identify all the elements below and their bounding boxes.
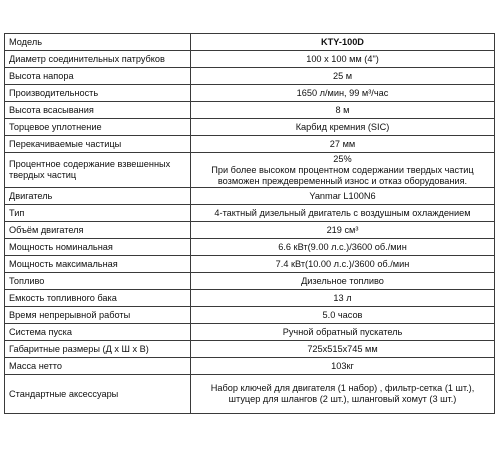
spec-value: 8 м <box>191 102 495 119</box>
table-row <box>5 205 495 222</box>
spec-value: 7.4 кВт(10.00 л.с.)/3600 об./мин <box>191 256 495 273</box>
spec-label: Высота всасывания <box>5 102 191 119</box>
spec-value: KTY-100D <box>191 34 495 51</box>
spec-value: 27 мм <box>191 136 495 153</box>
table-row <box>5 341 495 358</box>
spec-label: Мощность максимальная <box>5 256 191 273</box>
table-row <box>5 307 495 324</box>
spec-value-cell <box>191 153 495 188</box>
spec-value: 725х515х745 мм <box>191 341 495 358</box>
spec-label: Мощность номинальная <box>5 239 191 256</box>
spec-label: Перекачиваемые частицы <box>5 136 191 153</box>
spec-label: Габаритные размеры (Д х Ш х В) <box>5 341 191 358</box>
spec-label: Объём двигателя <box>5 222 191 239</box>
spec-label: Двигатель <box>5 188 191 205</box>
table-row <box>5 85 495 102</box>
table-row <box>5 239 495 256</box>
spec-label: Торцевое уплотнение <box>5 119 191 136</box>
table-row <box>5 153 495 188</box>
table-row <box>5 188 495 205</box>
spec-value: 1650 л/мин, 99 м³/час <box>191 85 495 102</box>
spec-value: 25% <box>333 153 352 164</box>
spec-value: 219 см³ <box>191 222 495 239</box>
spec-value: 25 м <box>191 68 495 85</box>
spec-label: Высота напора <box>5 68 191 85</box>
table-row <box>5 324 495 341</box>
spec-label: Модель <box>5 34 191 51</box>
table-row <box>5 290 495 307</box>
spec-value: 13 л <box>191 290 495 307</box>
table-row-model <box>5 34 495 51</box>
spec-label: Емкость топливного бака <box>5 290 191 307</box>
table-row <box>5 256 495 273</box>
table-row <box>5 102 495 119</box>
spec-label: Процентное содержание взвешенных твердых частиц <box>5 153 191 188</box>
table-row <box>5 68 495 85</box>
spec-label: Топливо <box>5 273 191 290</box>
spec-value: Карбид кремния (SIC) <box>191 119 495 136</box>
table-row <box>5 375 495 414</box>
spec-note: При более высоком процентном содержании твердых частиц возможен преждевременный износ и отказ оборудования. <box>211 165 474 186</box>
spec-value: Набор ключей для двигателя (1 набор) , фильтр-сетка (1 шт.), штуцер для шлангов (2 шт.), шланговый хомут (3 шт.) <box>191 375 495 414</box>
spec-value: Yanmar L100N6 <box>191 188 495 205</box>
table-row <box>5 51 495 68</box>
table-row <box>5 358 495 375</box>
spec-label: Диаметр соединительных патрубков <box>5 51 191 68</box>
spec-value: 5.0 часов <box>191 307 495 324</box>
spec-label: Время непрерывной работы <box>5 307 191 324</box>
spec-label: Производительность <box>5 85 191 102</box>
spec-value: 100 х 100 мм (4") <box>191 51 495 68</box>
specifications-table <box>4 33 495 414</box>
spec-label: Масса нетто <box>5 358 191 375</box>
spec-value: Дизельное топливо <box>191 273 495 290</box>
table-row <box>5 222 495 239</box>
spec-value: 103кг <box>191 358 495 375</box>
spec-value: 6.6 кВт(9.00 л.с.)/3600 об./мин <box>191 239 495 256</box>
spec-label: Система пуска <box>5 324 191 341</box>
spec-label: Тип <box>5 205 191 222</box>
table-row <box>5 136 495 153</box>
table-row <box>5 273 495 290</box>
table-row <box>5 119 495 136</box>
spec-value: Ручной обратный пускатель <box>191 324 495 341</box>
spec-value: 4-тактный дизельный двигатель с воздушным охлаждением <box>191 205 495 222</box>
spec-label: Стандартные аксессуары <box>5 375 191 414</box>
